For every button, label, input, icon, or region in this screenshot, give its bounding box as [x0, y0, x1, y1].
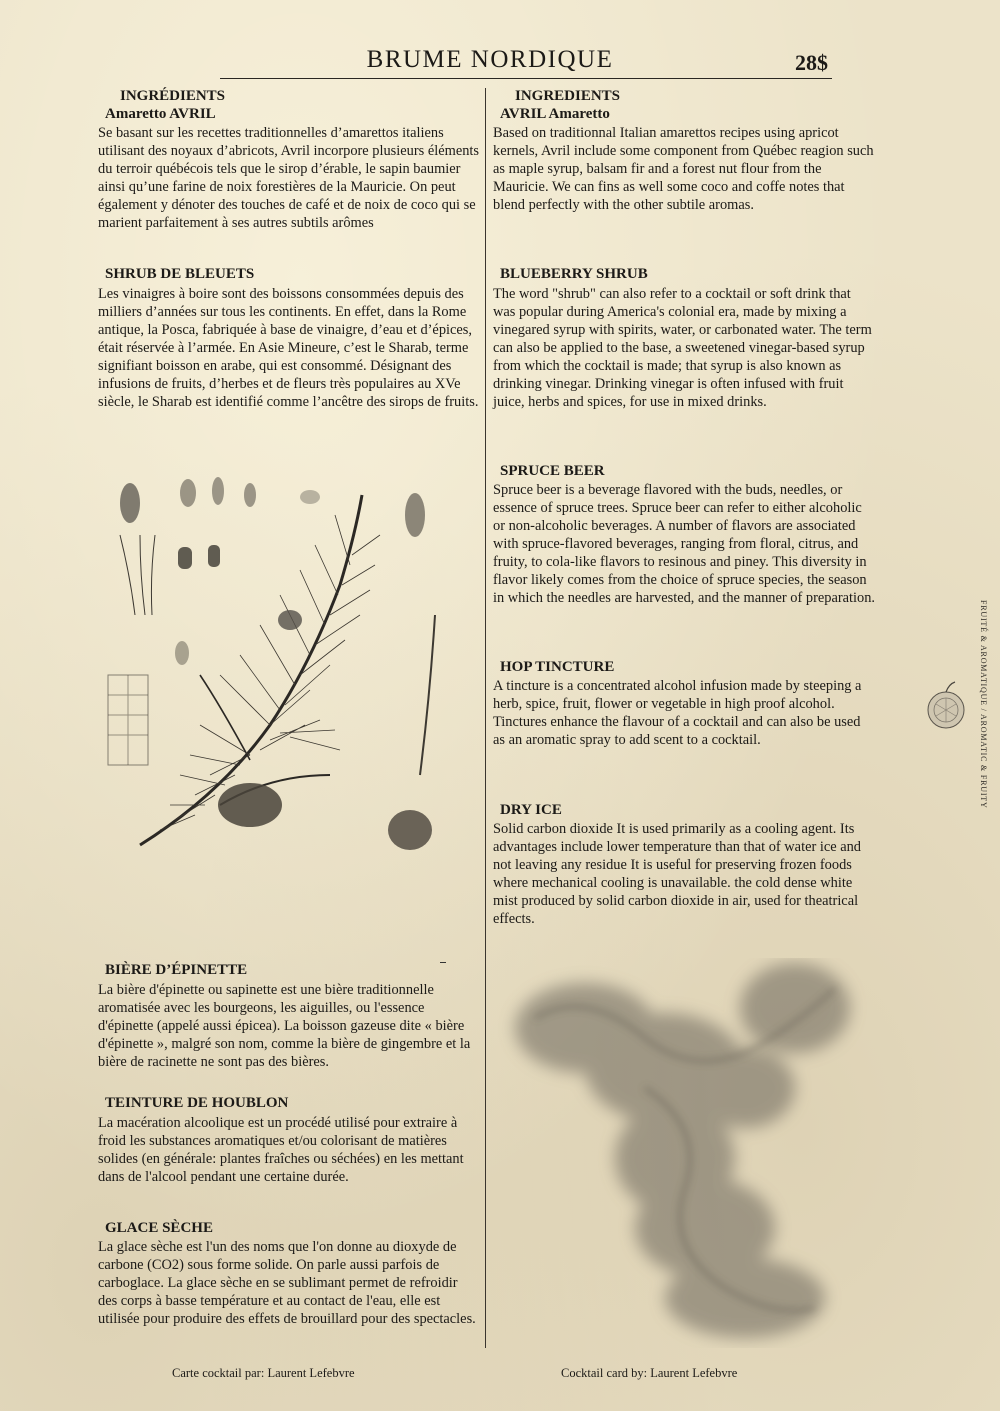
- footer-credit-en: Cocktail card by: Laurent Lefebvre: [561, 1366, 738, 1380]
- ice-heading-en: DRY ICE: [500, 802, 562, 818]
- pine-branch-illustration: [100, 475, 460, 850]
- ingredients-heading-fr: INGRÉDIENTS: [120, 88, 226, 104]
- spruce-text-fr: La bière d'épinette ou sapinette est une bière traditionnelle aromatisée avec les bourgeons, les aiguilles, ou l'essence d'épinette (appelé aussi épicea). La boisson gazeuse dite « bière d'épinette », malgré son nom, comme la bière de gingembre et la bière de racinette ne sont pas des bières.: [98, 982, 471, 1070]
- footer-credit-fr: Carte cocktail par: Laurent Lefebvre: [172, 1366, 355, 1380]
- category-side-label: FRUITÉ & AROMATIQUE / AROMATIC & FRUITY: [979, 600, 988, 809]
- column-divider: [485, 88, 486, 1348]
- ingredients-heading-en: INGREDIENTS: [515, 88, 621, 104]
- page-title: BRUME NORDIQUE: [366, 46, 614, 73]
- title-divider: [220, 78, 832, 79]
- shrub-heading-fr: SHRUB DE BLEUETS: [105, 266, 255, 282]
- citrus-icon: [925, 680, 967, 732]
- hop-heading-en: HOP TINCTURE: [500, 659, 615, 675]
- hop-text-fr: La macération alcoolique est un procédé utilisé pour extraire à froid les substances aromatiques et/ou colorisant de matières solides (en générale: plantes fraîches ou séchées) en les mettant dans de l'alcool pendant une certaine durée.: [98, 1115, 464, 1185]
- amaretto-text-fr: Se basant sur les recettes traditionnelles d’amarettos italiens utilisant des noyaux d’abricots, Avril incorpore plusieurs éléments du terroir québécois tels que le sirop d’érable, le sapin baumier ainsi qu’une farine de noix forestières de la Mauricie. On peut également y dénoter des touches de café et de noix de coco qui se marient parfaitement à ses autres subtils arômes: [98, 125, 479, 231]
- spruce-heading-en: SPRUCE BEER: [500, 463, 605, 479]
- amaretto-heading-en: AVRIL Amaretto: [500, 106, 610, 122]
- shrub-text-fr: Les vinaigres à boire sont des boissons consommées depuis des milliers d’années sur tous les continents. En effet, dans la Rome antique, la Posca, fabriquée à base de vinaigre, d’eau et d’épices, était réservée à l’armée. En Asie Mineure, c’est le Sharab, terme signifiant boisson en arabe, qui est consommé. Désignant des infusions de fruits, d’herbes et de fleurs très populaires au XVe siècle, le Sharab est identifié comme l’ancêtre des sirops de fruits.: [98, 286, 479, 410]
- spruce-text-en: Spruce beer is a beverage flavored with the buds, needles, or essence of spruce trees. Spruce beer can refer to either alcoholic or non-alcoholic beverages. A number of flavors are associated with spruce-flavored beverages, ranging from floral, citrus, and fruity, to cola-like flavors to resinous and piney. This diversity in flavor likely comes from the choice of spruce species, the season in which the needles are harvested, and the manner of preparation.: [493, 482, 875, 606]
- amaretto-text-en: Based on traditionnal Italian amarettos recipes using apricot kernels, Avril include some component from Québec reagion such as maple syrup, balsam fir and a forest nut flour from the Mauricie. We can fins as well some coco and coffe notes that blend perfectly with the other subtile aromas.: [493, 125, 874, 213]
- smoke-illustration: [495, 958, 875, 1348]
- amaretto-heading-fr: Amaretto AVRIL: [105, 106, 216, 122]
- hop-heading-fr: TEINTURE DE HOUBLON: [105, 1095, 289, 1111]
- price: 28$: [795, 50, 828, 75]
- ice-text-en: Solid carbon dioxide It is used primarily as a cooling agent. Its advantages include lower temperature than that of water ice and not leaving any residue It is useful for preserving frozen foods where mechanical cooling is unavailable. the cold dense white mist produced by solid carbon dioxide in air, used for theatrical effects.: [493, 821, 861, 927]
- ice-text-fr: La glace sèche est l'un des noms que l'on donne au dioxyde de carbone (CO2) sous forme solide. On parle aussi parfois de carboglace. La glace sèche en se sublimant permet de refroidir des corps à basse température et au contact de l'eau, elle est utilisée pour produire des effets de brouillard pour des spectacles.: [98, 1239, 476, 1327]
- shrub-text-en: The word "shrub" can also refer to a cocktail or soft drink that was popular during America's colonial era, made by mixing a vinegared syrup with spirits, water, or carbonated water. The term can also be applied to the base, a sweetened vinegar-based syrup from which the cocktail is made; that syrup is also known as drinking vinegar. Drinking vinegar is often infused with fruit juice, herbs and spices, for use in mixed drinks.: [493, 286, 872, 410]
- spruce-heading-fr: BIÈRE D’ÉPINETTE: [105, 962, 248, 978]
- ice-heading-fr: GLACE SÈCHE: [105, 1220, 213, 1236]
- stray-mark: [440, 962, 446, 963]
- shrub-heading-en: BLUEBERRY SHRUB: [500, 266, 648, 282]
- hop-text-en: A tincture is a concentrated alcohol infusion made by steeping a herb, spice, fruit, flower or vegetable in high proof alcohol. Tinctures enhance the flavour of a cocktail and can also be used as an aromatic spray to add scent to a cocktail.: [493, 678, 862, 748]
